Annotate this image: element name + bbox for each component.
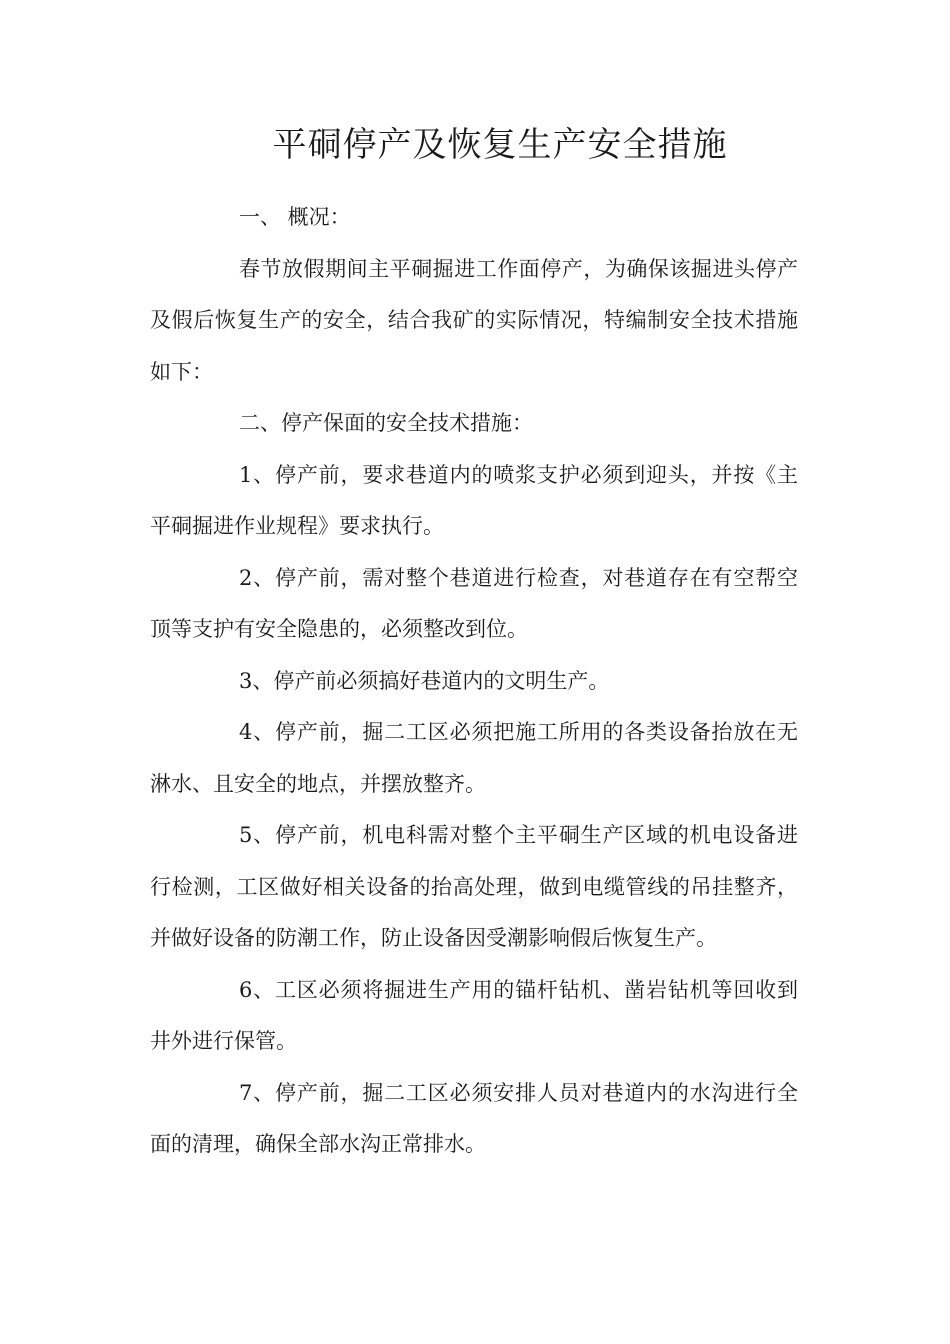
measure-item-1: 1、停产前，要求巷道内的喷浆支护必须到迎头，并按《主平硐掘进作业规程》要求执行。 — [150, 462, 798, 538]
measure-item-2: 2、停产前，需对整个巷道进行检查，对巷道存在有空帮空顶等支护有安全隐患的，必须整改到位。 — [150, 565, 798, 641]
section-heading-overview: 一、 概况： — [239, 205, 351, 229]
measure-item-4: 4、停产前，掘二工区必须把施工所用的各类设备抬放在无淋水、且安全的地点，并摆放整齐。 — [150, 720, 798, 796]
document-body — [150, 192, 798, 1171]
measure-item-7: 7、停产前，掘二工区必须安排人员对巷道内的水沟进行全面的清理，确保全部水沟正常排水。 — [150, 1080, 798, 1156]
section-heading-measures: 二、停产保面的安全技术措施： — [239, 411, 533, 435]
measure-item-5: 5、停产前，机电科需对整个主平硐生产区域的机电设备进行检测，工区做好相关设备的抬高处理，做到电缆管线的吊挂整齐，并做好设备的防潮工作，防止设备因受潮影响假后恢复生产。 — [150, 823, 798, 950]
overview-paragraph: 春节放假期间主平硐掘进工作面停产，为确保该掘进头停产及假后恢复生产的安全，结合我矿的实际情况，特编制安全技术措施如下： — [150, 256, 798, 384]
measure-item-3: 3、停产前必须搞好巷道内的文明生产。 — [239, 668, 610, 693]
measure-item-6: 6、工区必须将掘进生产用的锚杆钻机、凿岩钻机等回收到井外进行保管。 — [150, 977, 798, 1053]
document-title: 平硐停产及恢复生产安全措施 — [272, 125, 728, 165]
